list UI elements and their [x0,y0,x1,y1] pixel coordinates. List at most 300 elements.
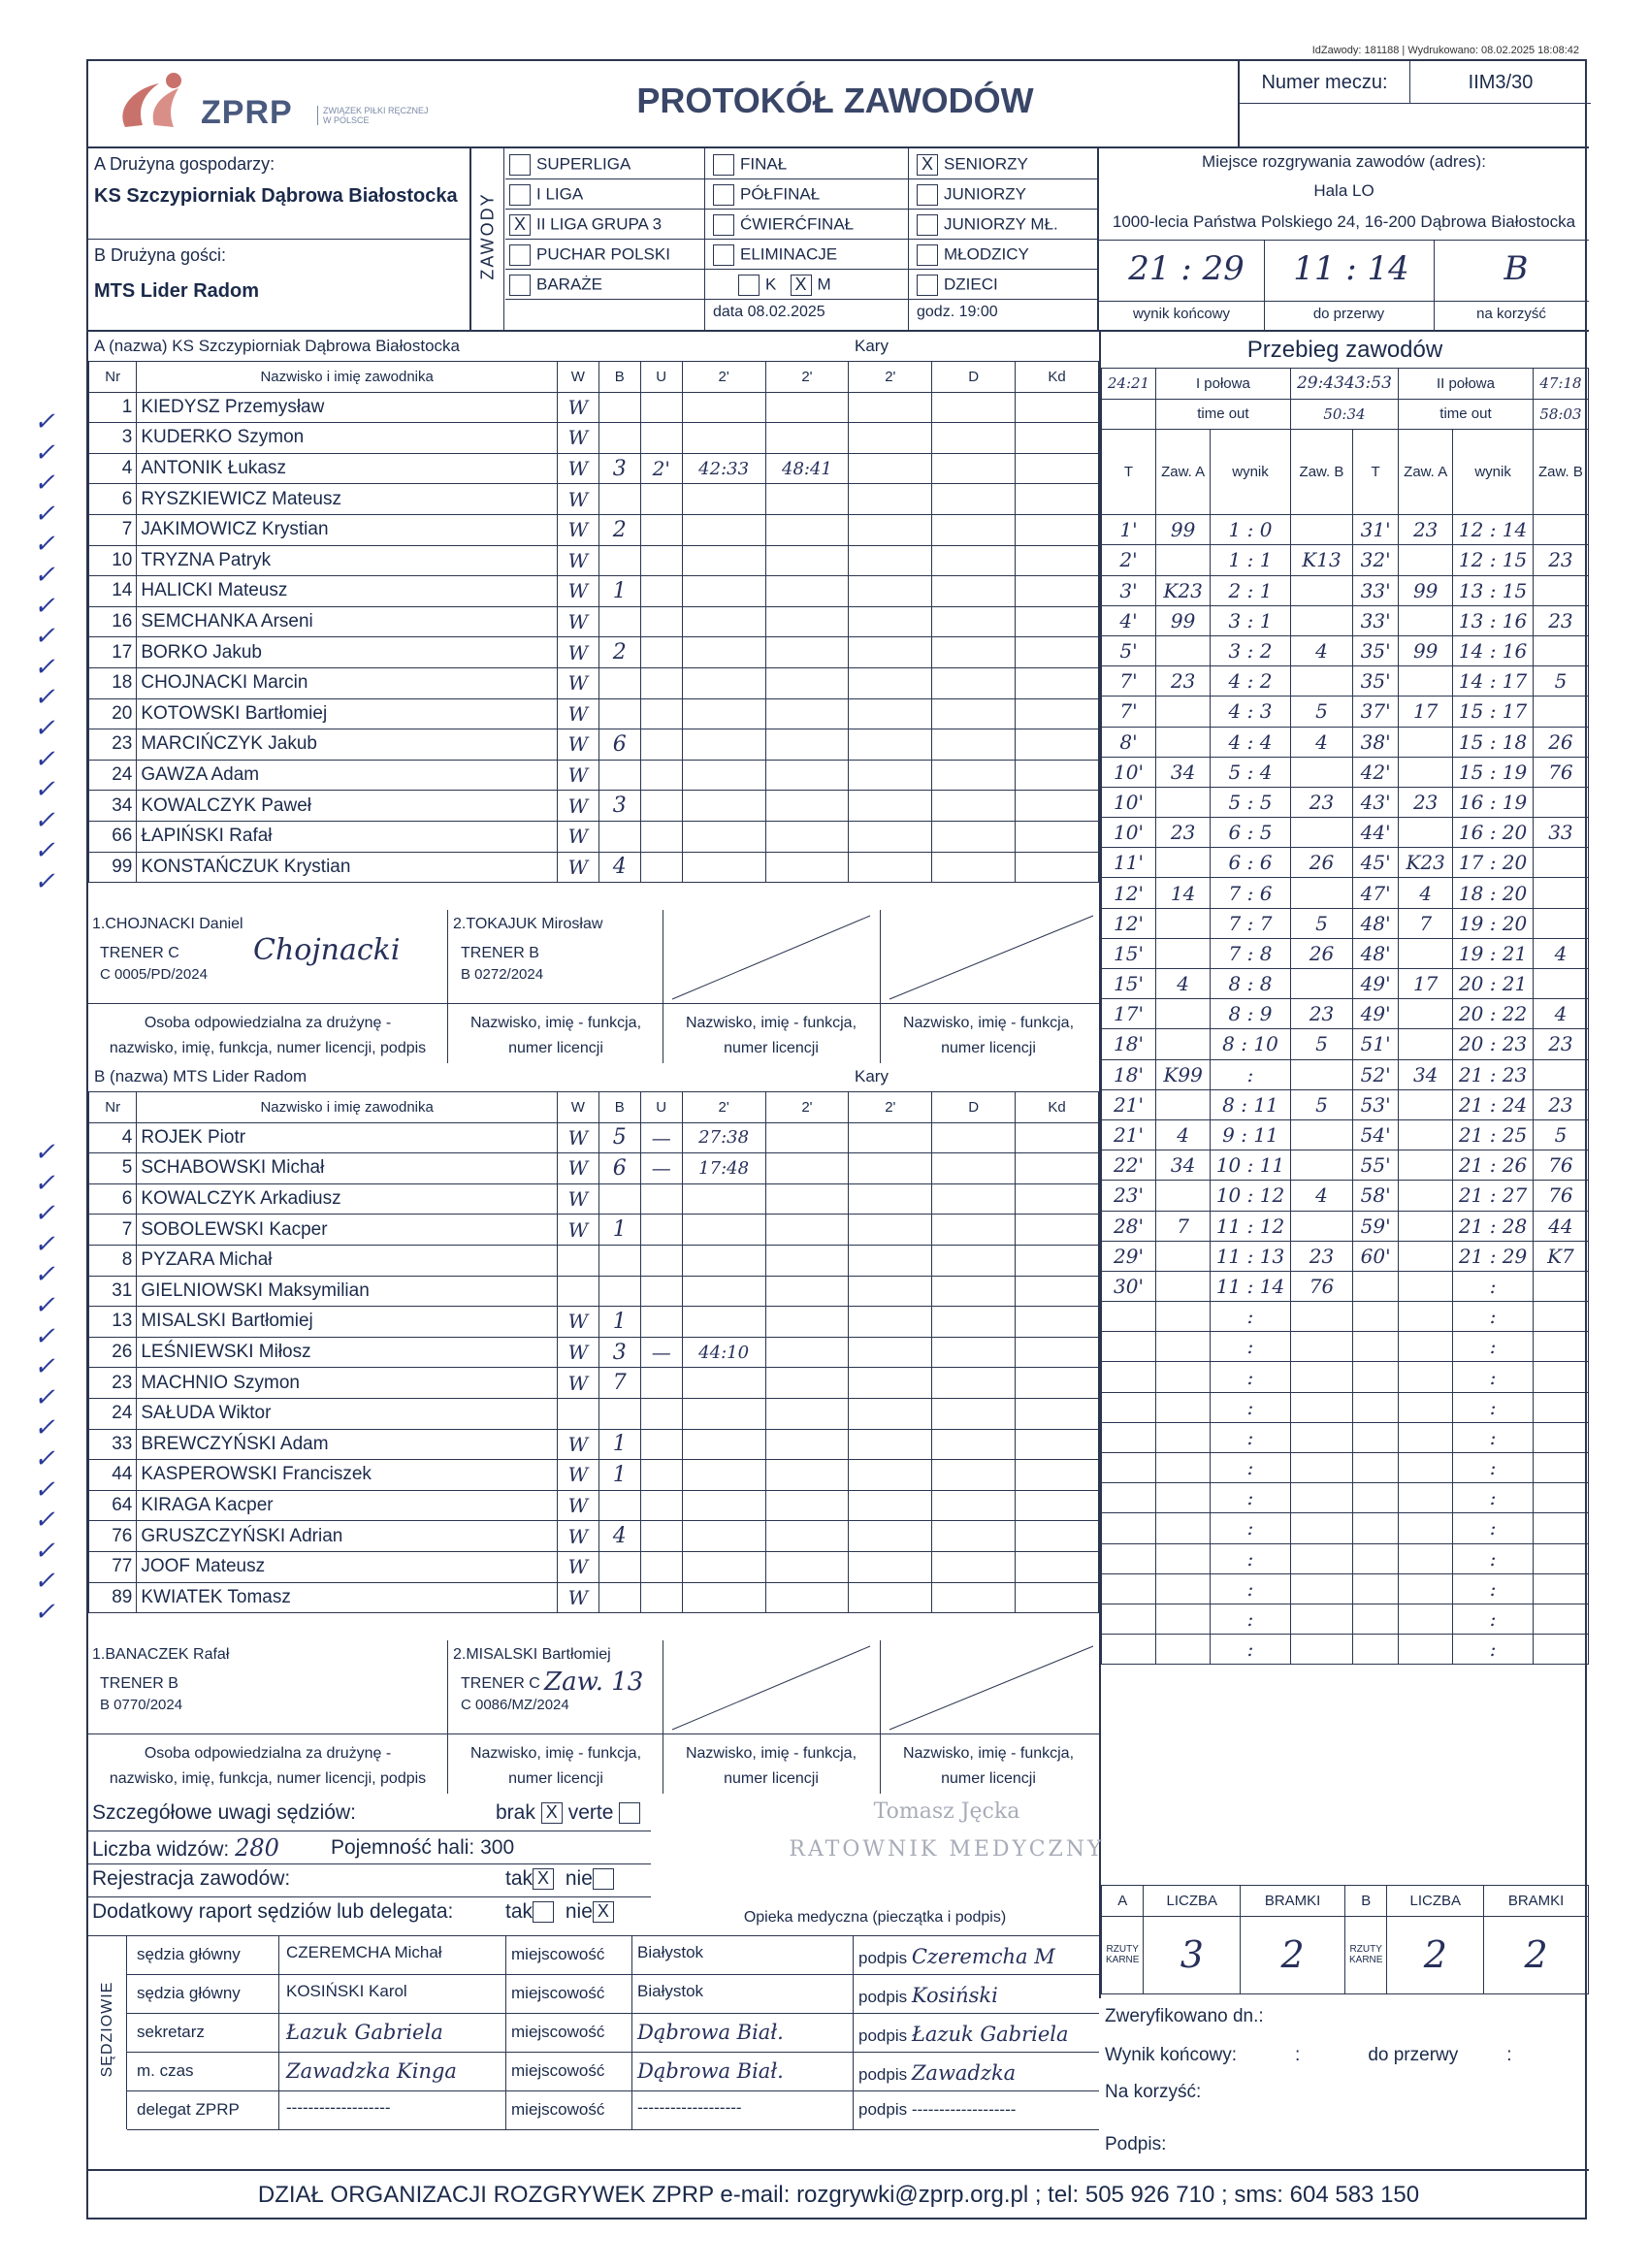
player-w: W [557,1460,598,1491]
player-goals: 4 [598,1521,640,1552]
referees-side-label: SĘDZIOWIE [99,1981,115,2078]
table-row [89,1460,1099,1491]
penalty-block [1101,1885,1589,1998]
player-name: KOWALCZYK Arkadiusz [137,1183,558,1215]
table-row: 10' 23 6 : 5 44' 16 : 20 33 [1102,818,1589,848]
player-name: SCHABOWSKI Michał [137,1153,558,1184]
player-goals [598,1551,640,1582]
table-row: 2' 1 : 1 K13 32' 12 : 15 23 [1102,545,1589,575]
player-number: 7 [89,514,137,545]
player-w: W [557,453,598,484]
referee-role: m. czas [137,2061,194,2080]
player-disq [932,852,1016,883]
course-col-header: Zaw. B [1290,430,1352,515]
player-name: LEŚNIEWSKI Miłosz [137,1337,558,1368]
player-penalty-1 [682,1276,765,1307]
player-penalty-2 [765,1307,849,1338]
player-w: W [557,392,598,423]
player-disq [932,1245,1016,1276]
player-penalty-1: 42:33 [682,453,765,484]
player-number: 16 [89,606,137,637]
course-col-header: Zaw. A [1156,430,1211,515]
player-kd [1016,1307,1099,1338]
referee-sign-label: podpis ------------------- [858,2100,1017,2119]
player-goals [598,423,640,454]
official-2-note: Zaw. 13 [544,1668,644,1697]
player-penalty-3 [849,1307,932,1338]
official-function-label: Nazwisko, imię - funkcja, numer licencji [902,1745,1075,1787]
check-tick-icon: ✓ [34,1536,55,1566]
course-col-header: Zaw. B [1533,430,1588,515]
table-row: 5' 3 : 2 4 35' 99 14 : 16 [1102,635,1589,665]
extra-report-choice[interactable]: tak nie X [505,1900,620,1924]
player-penalty-2 [765,1368,849,1399]
player-w: W [557,791,598,822]
player-disq [932,1551,1016,1582]
spectators: Liczba widzów: 280 [92,1834,279,1862]
player-penalty-3 [849,791,932,822]
player-penalty-1 [682,514,765,545]
table-row [89,606,1099,637]
table-row: 29' 11 : 13 23 60' 21 : 29 K7 [1102,1241,1589,1271]
gender-option[interactable]: K X M [738,275,831,296]
player-penalty-3 [849,1398,932,1429]
player-kd [1016,729,1099,761]
comp-age-option[interactable]: JUNIORZY [917,184,1026,206]
player-number: 13 [89,1307,137,1338]
player-number: 89 [89,1582,137,1613]
player-disq [932,514,1016,545]
player-w: W [557,1551,598,1582]
player-kd [1016,1368,1099,1399]
table-row: 8' 4 : 4 4 38' 15 : 18 26 [1102,727,1589,757]
player-goals: 6 [598,1153,640,1184]
player-warning [640,1429,682,1460]
player-goals: 7 [598,1368,640,1399]
comp-stage-option[interactable]: PÓŁFINAŁ [713,184,820,206]
player-disq [932,1582,1016,1613]
player-kd [1016,1429,1099,1460]
player-goals [598,698,640,729]
player-disq [932,1521,1016,1552]
player-number: 5 [89,1153,137,1184]
check-tick-icon: ✓ [34,437,55,468]
referee-name: Łazuk Gabriela [286,2021,443,2044]
player-penalty-2 [765,729,849,761]
player-penalty-2 [765,637,849,668]
course-col-header: T [1102,430,1156,515]
player-disq [932,423,1016,454]
player-disq [932,1183,1016,1215]
player-penalty-3 [849,484,932,515]
player-penalty-1 [682,1368,765,1399]
player-penalty-3 [849,1337,932,1368]
player-w: W [557,1429,598,1460]
comp-stage-option[interactable]: FINAŁ [713,154,787,176]
table-row [89,637,1099,668]
official-function-label: Nazwisko, imię - funkcja, numer licencji [902,1015,1075,1056]
official-function-label: Nazwisko, imię - funkcja, numer licencji [685,1745,857,1787]
comp-option[interactable]: X II LIGA GRUPA 3 [509,214,662,236]
referee-sign-label: podpis Zawadzka [858,2061,1017,2085]
table-row [89,1276,1099,1307]
player-penalty-3 [849,1215,932,1246]
player-penalty-1 [682,423,765,454]
player-penalty-2 [765,1183,849,1215]
player-penalty-2 [765,1398,849,1429]
referee-town-label: miejscowość [511,2100,605,2119]
player-goals [598,484,640,515]
player-w: W [557,852,598,883]
roster-col-header: Nazwisko i imię zawodnika [137,362,558,393]
table-row [89,1337,1099,1368]
referee-town: Białystok [637,1982,704,2000]
table-row [89,545,1099,576]
player-penalty-1 [682,606,765,637]
player-name: KOTOWSKI Bartłomiej [137,698,558,729]
check-tick-icon: ✓ [34,1567,55,1597]
comp-option[interactable]: PUCHAR POLSKI [509,244,670,266]
check-tick-icon: ✓ [34,652,55,682]
remarks-brak[interactable]: brak X verte [496,1801,646,1825]
table-row: 28' 7 11 : 12 59' 21 : 28 44 [1102,1211,1589,1241]
player-penalty-2 [765,1521,849,1552]
player-goals: 1 [598,1215,640,1246]
table-row: : : [1102,1635,1589,1665]
official-2-role: TRENER B [461,945,539,961]
player-penalty-3 [849,821,932,852]
team-b-title: B (nazwa) MTS Lider Radom [94,1067,307,1085]
player-penalty-2 [765,576,849,607]
comp-option[interactable]: BARAŻE [509,275,602,296]
table-row [89,514,1099,545]
player-name: TRYZNA Patryk [137,545,558,576]
player-disq [932,453,1016,484]
player-number: 99 [89,852,137,883]
player-kd [1016,791,1099,822]
course-col-header: wynik [1211,430,1291,515]
table-row: : : [1102,1543,1589,1573]
comp-age-option[interactable]: DZIECI [917,275,998,296]
table-row [89,760,1099,791]
player-penalty-3 [849,698,932,729]
comp-stage-option[interactable]: ĆWIERĆFINAŁ [713,214,854,236]
table-row [89,667,1099,698]
player-disq [932,1122,1016,1153]
logo-text: ZPRP [201,94,293,131]
roster-col-header: B [598,1092,640,1123]
player-warning [640,1245,682,1276]
player-penalty-3 [849,1122,932,1153]
comp-age-option[interactable]: X SENIORZY [917,154,1028,176]
table-row [89,729,1099,761]
roster-col-header: Nr [89,362,137,393]
team-a-roster [88,361,1099,883]
player-warning [640,514,682,545]
check-tick-icon: ✓ [34,591,55,621]
player-name: BORKO Jakub [137,637,558,668]
player-kd [1016,1245,1099,1276]
player-penalty-2 [765,1245,849,1276]
course-title: Przebieg zawodów [1246,337,1443,363]
roster-col-header: 2' [849,1092,932,1123]
roster-col-header: U [640,1092,682,1123]
extra-report-label: Dodatkowy raport sędziów lub delegata: [92,1900,454,1923]
player-warning [640,1215,682,1246]
check-tick-icon: ✓ [34,1444,55,1474]
player-disq [932,698,1016,729]
player-warning [640,821,682,852]
player-goals: 4 [598,852,640,883]
document-title: PROTOKÓŁ ZAWODÓW [636,81,1034,120]
verify-sign: Podpis: [1105,2134,1167,2155]
player-penalty-1 [682,576,765,607]
player-kd [1016,637,1099,668]
player-goals [598,1582,640,1613]
player-goals: 3 [598,453,640,484]
referee-name: KOSIŃSKI Karol [286,1982,407,2000]
roster-col-header: D [932,362,1016,393]
player-penalty-2 [765,852,849,883]
player-name: PYZARA Michał [137,1245,558,1276]
player-penalty-1 [682,1582,765,1613]
roster-col-header: 2' [682,1092,765,1123]
table-row: : : [1102,1483,1589,1513]
check-tick-icon: ✓ [34,867,55,896]
official-1-license: C 0005/PD/2024 [100,966,208,983]
registration-label: Rejestracja zawodów: [92,1867,291,1890]
player-name: ŁAPIŃSKI Rafał [137,821,558,852]
comp-option[interactable]: I LIGA [509,184,583,206]
table-row: : : [1102,1422,1589,1452]
player-w: W [557,1215,598,1246]
verify-winner: Na korzyść: [1105,2082,1202,2102]
player-name: MARCIŃCZYK Jakub [137,729,558,761]
player-penalty-1 [682,791,765,822]
player-kd [1016,667,1099,698]
player-name: KIEDYSZ Przemysław [137,392,558,423]
player-w: W [557,1153,598,1184]
player-kd [1016,453,1099,484]
verification-block [1101,1998,1589,2173]
roster-col-header: U [640,362,682,393]
referee-sign-label: podpis Kosiński [858,1984,998,2007]
player-penalty-1 [682,1460,765,1491]
zawody-label: ZAWODY [477,192,498,280]
comp-option[interactable]: SUPERLIGA [509,154,630,176]
table-row [89,484,1099,515]
player-penalty-3 [849,576,932,607]
roster-col-header: B [598,362,640,393]
half-score-label: do przerwy [1312,306,1385,322]
table-row: : : [1102,1513,1589,1543]
player-goals: 1 [598,576,640,607]
table-row: 1' 99 1 : 0 31' 23 12 : 14 [1102,515,1589,545]
player-w: W [557,606,598,637]
player-penalty-1 [682,1245,765,1276]
check-tick-icon: ✓ [34,805,55,835]
team-a-officials [88,910,1099,1063]
player-penalty-1 [682,1521,765,1552]
venue-address: 1000-lecia Państwa Polskiego 24, 16-200 Dąbrowa Białostocka [1112,212,1576,231]
player-disq [932,1153,1016,1184]
table-row [89,1215,1099,1246]
official-1-license: B 0770/2024 [100,1697,183,1713]
player-disq [932,1460,1016,1491]
team-a-kary-label: Kary [855,337,889,355]
comp-age-option[interactable]: JUNIORZY MŁ. [917,214,1058,236]
referee-town: Białystok [637,1943,704,1961]
player-kd [1016,1122,1099,1153]
player-penalty-3 [849,1490,932,1521]
player-number: 33 [89,1429,137,1460]
stamp-line1: Tomasz Jęcka [873,1799,1020,1824]
responsible-person-label: Osoba odpowiedzialna za drużynę - nazwisko, imię, funkcja, numer licencji, podpis [109,1015,427,1056]
table-row [89,791,1099,822]
player-penalty-3 [849,1460,932,1491]
course-table [1101,368,1589,1665]
team-b-kary-label: Kary [855,1067,889,1085]
roster-col-header: 2' [765,362,849,393]
player-disq [932,392,1016,423]
official-1-role: TRENER C [100,945,179,961]
player-name: GIELNIOWSKI Maksymilian [137,1276,558,1307]
table-row: : : [1102,1573,1589,1604]
player-penalty-3 [849,392,932,423]
venue-name: Hala LO [1313,181,1374,200]
player-disq [932,760,1016,791]
player-disq [932,1307,1016,1338]
table-row [89,1398,1099,1429]
player-penalty-3 [849,852,932,883]
player-name: KWIATEK Tomasz [137,1582,558,1613]
check-tick-icon: ✓ [34,1168,55,1198]
player-w: W [557,729,598,761]
player-penalty-2 [765,667,849,698]
player-penalty-3 [849,1153,932,1184]
check-tick-icon: ✓ [34,407,55,437]
table-row [89,1122,1099,1153]
final-score-label: wynik końcowy [1132,306,1231,322]
table-row: 11' 6 : 6 26 45' K23 17 : 20 [1102,848,1589,878]
winner-label: na korzyść [1476,306,1546,322]
match-time: godz. 19:00 [917,304,998,320]
player-w: W [557,1521,598,1552]
player-penalty-3 [849,1183,932,1215]
player-penalty-2 [765,484,849,515]
competition-block [505,148,1184,330]
table-row [89,698,1099,729]
player-kd [1016,392,1099,423]
official-2-name: 2.MISALSKI Bartłomiej [453,1646,611,1663]
check-tick-icon: ✓ [34,1291,55,1320]
roster-col-header: Nr [89,1092,137,1123]
player-name: KOWALCZYK Paweł [137,791,558,822]
player-penalty-1 [682,1429,765,1460]
player-kd [1016,1582,1099,1613]
logo-sub-line1: ZWIĄZEK PIŁKI RĘCZNEJ [323,106,429,115]
table-row [89,1490,1099,1521]
table-row [89,1245,1099,1276]
player-w: W [557,1582,598,1613]
player-disq [932,1368,1016,1399]
course-grid: 24:21 I połowa 29:4343:53 II połowa 47:18 time out 50:34 time out 58:03 T Zaw. A wynik Zaw. B T Zaw. A wynik Zaw. B 1' 99 1 : 0 31' 23 12 : 14 2' 1 : 1 K13 32' 12 : 15 23 3' K23 2 : 1 33' 99 13 : 15 4' 99 3 : 1 33' 13 : 16 23 5' 3 : 2 4 35' 99 14 : 16 7' 23 4 : 2 35' 14 : 17 5 7' 4 : 3 5 37' 17 15 : 17 8' 4 : 4 4 38' 15 : 18 26 10' 34 5 : 4 42' 15 : 19 76 10' 5 : 5 23 43' 23 16 : 19 10' 23 6 : 5 44' 16 : 20 33 11' 6 : 6 26 45' K23 17 : 20 12' 14 7 : 6 47' 4 18 : 20 12' 7 : 7 5 48' 7 19 : 20 15' 7 : 8 26 48' 19 : 21 4 15' 4 8 : 8 49' 17 20 : 21 17' 8 : 9 23 49' 20 : 22 4 18' 8 : 10 5 51' 20 : 23 23 18' K99 : 52' 34 21 : 23 21' 8 : 11 5 53' 21 : 24 23 21' 4 9 : 11 54' 21 : 25 5 22' 34 10 : 11 55' 21 : 26 76 23' 10 : 12 4 58' 21 : 27 76 28' 7 11 : 12 59' 21 : 28 44 29' 11 : 13 23 60' 21 : 29 K7 30' 11 : 14 76 : : : : : : : : : : : : : : : : : : : : : : : : : [1101,368,1589,1665]
player-number: 24 [89,760,137,791]
table-row: 15' 7 : 8 26 48' 19 : 21 4 [1102,938,1589,968]
table-row [89,1368,1099,1399]
player-kd [1016,576,1099,607]
player-penalty-1 [682,392,765,423]
player-goals [598,1276,640,1307]
player-warning: — [640,1122,682,1153]
table-row: 30' 11 : 14 76 : [1102,1271,1589,1301]
player-warning [640,852,682,883]
player-penalty-3 [849,1368,932,1399]
zawody-side [471,148,504,330]
player-penalty-2 [765,1337,849,1368]
player-disq [932,1215,1016,1246]
check-tick-icon: ✓ [34,1382,55,1412]
venue-block [1099,148,1589,330]
player-name: JOOF Mateusz [137,1551,558,1582]
comp-stage-option[interactable]: ELIMINACJE [713,244,837,266]
referee-name: Zawadzka Kinga [286,2059,457,2083]
table-row [89,852,1099,883]
player-name: GAWZA Adam [137,760,558,791]
check-tick-icon: ✓ [34,1138,55,1167]
home-team-label: A Drużyna gospodarzy: [94,154,275,174]
player-penalty-2 [765,1429,849,1460]
timeout-label: time out [1156,399,1291,430]
player-w: W [557,1368,598,1399]
check-tick-icon: ✓ [34,530,55,560]
hall-capacity: Pojemność hali: 300 [331,1836,515,1859]
referee-role: sędzia główny [137,1984,241,2002]
logo-subtitle [317,106,429,125]
player-number: 17 [89,637,137,668]
check-tick-icon: ✓ [34,836,55,866]
player-kd [1016,1460,1099,1491]
player-penalty-3 [849,1245,932,1276]
roster-col-header: Nazwisko i imię zawodnika [137,1092,558,1123]
comp-age-option[interactable]: MŁODZICY [917,244,1029,266]
player-kd [1016,1153,1099,1184]
player-kd [1016,1337,1099,1368]
player-goals [598,1398,640,1429]
table-row: 21' 8 : 11 5 53' 21 : 24 23 [1102,1089,1589,1119]
player-penalty-3 [849,514,932,545]
player-kd [1016,484,1099,515]
player-penalty-2 [765,392,849,423]
player-penalty-2 [765,760,849,791]
table-row [89,1183,1099,1215]
player-penalty-2 [765,423,849,454]
second-half-label: II połowa [1399,369,1534,400]
player-number: 6 [89,1183,137,1215]
player-name: KONSTAŃCZUK Krystian [137,852,558,883]
check-tick-icon: ✓ [34,775,55,805]
player-goals: 3 [598,791,640,822]
player-penalty-1 [682,698,765,729]
registration-choice[interactable]: tak X nie [505,1867,620,1891]
player-disq [932,729,1016,761]
player-penalty-3 [849,1429,932,1460]
player-w: W [557,423,598,454]
table-row: 12' 7 : 7 5 48' 7 19 : 20 [1102,908,1589,938]
player-penalty-1 [682,1215,765,1246]
player-w: W [557,576,598,607]
table-row: 18' 8 : 10 5 51' 20 : 23 23 [1102,1029,1589,1059]
